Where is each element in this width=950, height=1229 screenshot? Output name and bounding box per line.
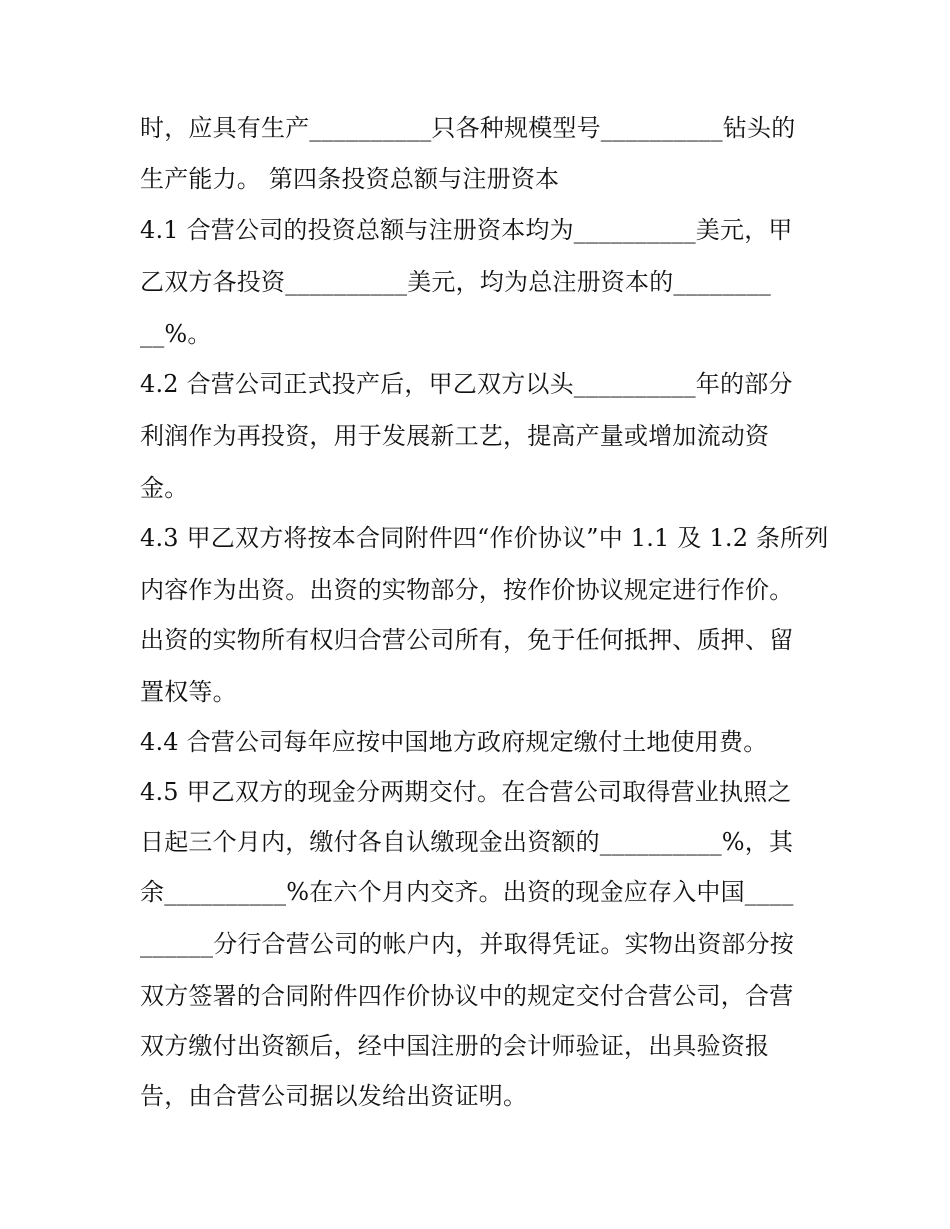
text-line: 4.4 合营公司每年应按中国地方政府规定缴付土地使用费。: [140, 728, 768, 756]
text-line: 乙双方各投资__________美元，均为总注册资本的________: [140, 268, 771, 296]
text-line: 余__________%在六个月内交齐。出资的现金应存入中国____: [140, 878, 794, 906]
text-line: 内容作为出资。出资的实物部分，按作价协议规定进行作价。: [140, 576, 794, 604]
text-line: __%。: [140, 320, 212, 348]
text-line: ______分行合营公司的帐户内，并取得凭证。实物出资部分按: [140, 930, 794, 958]
text-line: 利润作为再投资，用于发展新工艺，提高产量或增加流动资: [140, 422, 770, 450]
text-line: 置权等。: [140, 678, 237, 706]
text-line: 生产能力。 第四条投资总额与注册资本: [140, 165, 560, 193]
text-line: 告，由合营公司据以发给出资证明。: [140, 1082, 528, 1110]
text-line: 双方签署的合同附件四作价协议中的规定交付合营公司，合营: [140, 982, 794, 1010]
text-line: 日起三个月内，缴付各自认缴现金出资额的__________%，其: [140, 828, 794, 856]
text-line: 出资的实物所有权归合营公司所有，免于任何抵押、质押、留: [140, 626, 794, 654]
text-line: 时，应具有生产__________只各种规模型号__________钻头的: [140, 114, 796, 142]
text-line: 4.2 合营公司正式投产后，甲乙双方以头__________年的部分: [140, 370, 793, 398]
text-line: 4.3 甲乙双方将按本合同附件四“作价协议”中 1.1 及 1.2 条所列: [140, 524, 829, 552]
text-line: 4.5 甲乙双方的现金分两期交付。在合营公司取得营业执照之: [140, 778, 792, 806]
text-line: 4.1 合营公司的投资总额与注册资本均为__________美元，甲: [140, 216, 793, 244]
text-line: 双方缴付出资额后，经中国注册的会计师验证，出具验资报: [140, 1032, 770, 1060]
text-line: 金。: [140, 474, 189, 502]
